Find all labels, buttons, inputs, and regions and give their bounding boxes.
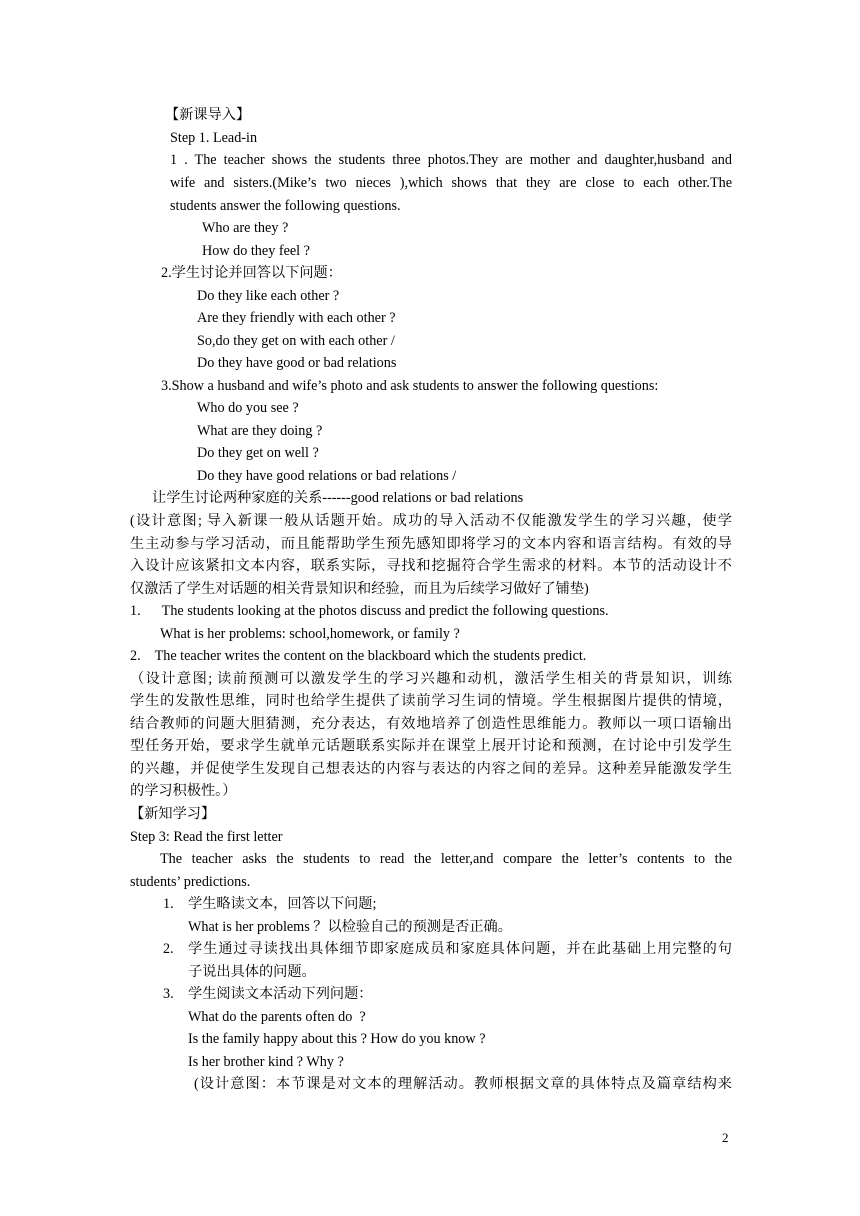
list-item: 2.学生讨论并回答以下问题：	[161, 265, 342, 281]
list-item: 学生通过寻读找出具体细节即家庭成员和家庭具体问题，并在此基础上用完整的句	[188, 941, 732, 957]
section-heading-new-knowledge: 【新知学习】	[130, 806, 216, 822]
design-intent-line: （设计意图; 读前预测可以激发学生的学习兴趣和动机，激活学生相关的背景知识，训练	[130, 671, 732, 687]
list-item: 1. The students looking at the photos discuss and predict the following questions.	[130, 603, 609, 619]
question-line: Do they have good or bad relations	[197, 355, 397, 371]
list-item: What is her problems ？以检验自己的预测是否正确。	[188, 919, 512, 935]
paragraph-line: 让学生讨论两种家庭的关系------good relations or bad relations	[152, 490, 524, 506]
design-intent-line: 的兴趣，并促使学生发现自己想表达的内容与表达的内容之间的差异。这种差异能激发学生	[130, 761, 732, 777]
question-line: Who are they ?	[202, 220, 289, 236]
question-line: Who do you see ?	[197, 400, 299, 416]
question-line: What do the parents often do ?	[188, 1009, 366, 1025]
list-number: 2.	[163, 941, 174, 957]
list-number: 1.	[163, 896, 174, 912]
list-item: 学生略读文本，回答以下问题;	[188, 896, 377, 912]
list-item: 子说出具体的问题。	[188, 964, 316, 980]
design-intent-line: 型任务开始，要求学生就单元话题联系实际并在课堂上展开讨论和预测，在讨论中引发学生	[130, 738, 732, 754]
question-line: How do they feel ?	[202, 243, 310, 259]
question-line: Do they get on well ?	[197, 445, 319, 461]
list-item: 2. The teacher writes the content on the blackboard which the students predict.	[130, 648, 587, 664]
design-intent-line: 入设计应该紧扣文本内容，联系实际，寻找和挖掘符合学生需求的材料。本节的活动设计不	[130, 558, 732, 574]
paragraph-line: wife and sisters.(Mike’s two nieces ),which shows that they are close to each other.The	[170, 175, 732, 191]
paragraph-line: 1 . The teacher shows the students three photos.They are mother and daughter,husband and	[170, 152, 732, 168]
design-intent-line: 生主动参与学习活动，而且能帮助学生预先感知即将学习的文本内容和语言结构。有效的导	[130, 536, 732, 552]
design-intent-line: 结合教师的问题大胆猜测，充分表达，有效地培养了创造性思维能力。教师以一项口语输出	[130, 716, 732, 732]
question-line: Is her brother kind ? Why ?	[188, 1054, 344, 1070]
list-item: 3.Show a husband and wife’s photo and ask students to answer the following questions:	[161, 378, 659, 394]
question-line: Do they like each other ?	[197, 288, 340, 304]
design-intent-line: 的学习积极性。）	[130, 783, 237, 799]
question-line: So,do they get on with each other /	[197, 333, 395, 349]
design-intent-line: (设计意图：本节课是对文本的理解活动。教师根据文章的具体特点及篇章结构来	[194, 1076, 732, 1092]
question-line: Do they have good relations or bad relations /	[197, 468, 457, 484]
list-item: 学生阅读文本活动下列问题：	[188, 986, 373, 1002]
design-intent-line: (设计意图; 导入新课一般从话题开始。成功的导入活动不仅能激发学生的学习兴趣，使学	[130, 513, 732, 529]
list-number: 3.	[163, 986, 174, 1002]
step-3-heading: Step 3: Read the first letter	[130, 829, 283, 845]
question-line: What is her problems: school,homework, or family ?	[160, 626, 460, 642]
page-number: 2	[722, 1130, 729, 1145]
section-heading-lead-in: 【新课导入】	[165, 107, 251, 123]
design-intent-line: 仅激活了学生对话题的相关背景知识和经验，而且为后续学习做好了铺垫)	[130, 581, 589, 597]
question-line: What are they doing ?	[197, 423, 323, 439]
step-1-heading: Step 1. Lead-in	[170, 130, 258, 146]
paragraph-line: The teacher asks the students to read the letter,and compare the letter’s contents to the	[160, 851, 732, 867]
paragraph-line: students’ predictions.	[130, 874, 251, 890]
question-line: Are they friendly with each other ?	[197, 310, 396, 326]
paragraph-line: students answer the following questions.	[170, 198, 401, 214]
design-intent-line: 学生的发散性思维，同时也给学生提供了读前学习生词的情境。学生根据图片提供的情境，	[130, 693, 732, 709]
question-line: Is the family happy about this ? How do you know ?	[188, 1031, 486, 1047]
